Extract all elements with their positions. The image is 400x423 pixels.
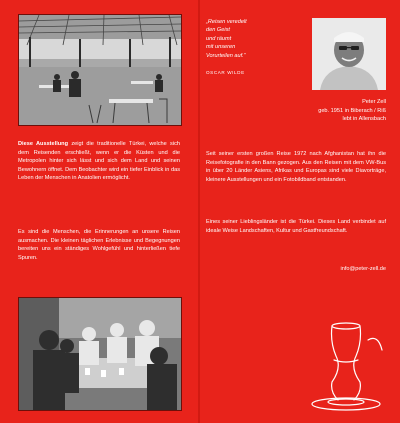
turkish-tea-glass-icon: [302, 320, 388, 416]
exhibition-intro-text: zeigt die traditionelle Türkei, welche sich dem Reisenden erschließt, wenn er die Küsten und die Metropolen hinter sich lässt und sich dem Land und seinen Bewohnern öffnet. Dem Beobachter wird ein tiefer Einblick in das Leben der Menschen in Anatolien ermöglicht.: [18, 141, 180, 182]
artist-born: geb. 1951 in Biberach / Riß: [318, 107, 386, 114]
exhibition-intro-lead: Diese Ausstellung: [18, 141, 69, 147]
artist-residence: lebt in Allensbach: [342, 116, 386, 123]
contact-email-link[interactable]: info@peter-zell.de: [340, 266, 386, 272]
card-players-illustration: [19, 298, 181, 410]
artist-bio: [230, 98, 386, 124]
people-paragraph: Es sind die Menschen, die Erinnerungen an unsere Reisen ausmachen. Die kleinen täglichen Erlebnisse und Begegnungen bereiten uns ein ständiges Wohlgefühl und hinterließen tiefe Spuren.: [18, 229, 180, 261]
photo-tea-garden: [18, 14, 182, 126]
quote-line: und räumt: [206, 35, 232, 42]
quote-author: OSCAR WILDE: [206, 70, 245, 75]
quote-line: „Reisen veredelt: [206, 19, 247, 25]
photo-card-players: [18, 297, 182, 411]
tea-garden-illustration: [19, 15, 181, 125]
exhibition-intro-paragraph: [18, 140, 180, 183]
portrait-illustration: [312, 18, 386, 90]
quote-line: mit unseren: [206, 44, 236, 51]
artist-name: Peter Zell: [362, 99, 386, 105]
favorite-country-paragraph: Eines seiner Lieblingsländer ist die Türkei. Dieses Land verbindet auf ideale Weise Landschaften, Kultur und Gastfreundschaft.: [206, 219, 386, 234]
portrait-photo: [312, 18, 386, 90]
travel-history-paragraph: Seit seiner ersten großen Reise 1972 nach Afghanistan hat ihn die Reisefotografie in den Bann gezogen. Aus den Reisen mit dem VW-Bus in über 20 Länder Asiens, Afrikas und Europas sind viele Diavorträge, kleinere Ausstellungen und ein Fotobildband entstanden.: [206, 151, 386, 183]
quote-line: den Geist: [206, 27, 230, 34]
quote-line: Vorurteilen auf.“: [206, 52, 246, 59]
oscar-wilde-quote: [206, 18, 306, 60]
